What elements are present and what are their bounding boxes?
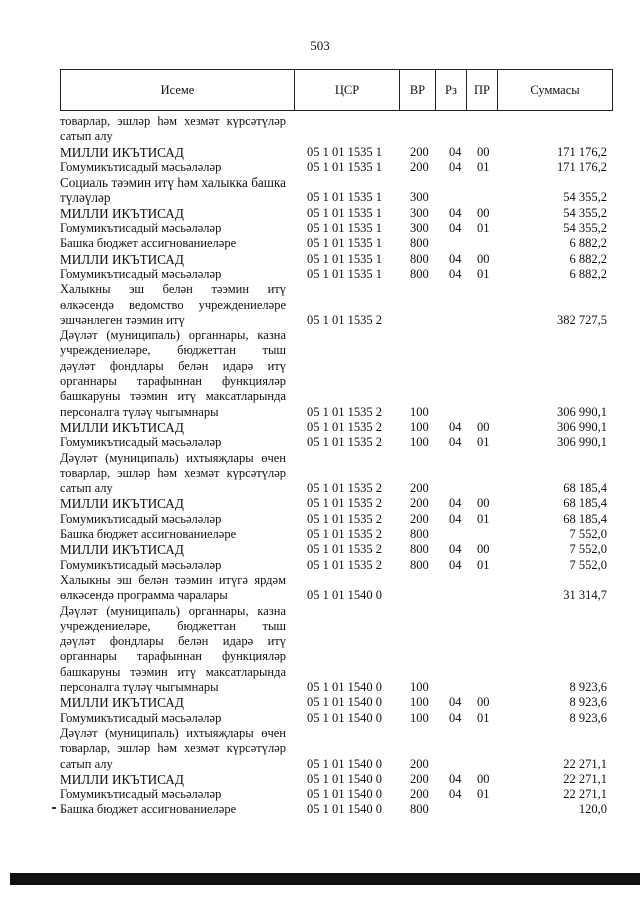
row-name-line: сатып алу bbox=[60, 129, 113, 144]
row-sum: 22 271,1 bbox=[563, 771, 607, 786]
row-name bbox=[60, 114, 286, 145]
row-csr: 05 1 01 1540 0 bbox=[307, 802, 382, 817]
row-name-line: персоналга түләү чыгымнары bbox=[60, 404, 219, 419]
row-vr: 100 bbox=[410, 435, 429, 450]
row-sum: 6 882,2 bbox=[569, 236, 607, 251]
row-csr: 05 1 01 1540 0 bbox=[307, 680, 382, 695]
scan-bottom-bar bbox=[10, 873, 640, 885]
row-pr: 00 bbox=[477, 144, 490, 159]
row-csr: 05 1 01 1540 0 bbox=[307, 771, 382, 786]
table-row bbox=[0, 787, 640, 802]
table-row bbox=[0, 145, 640, 160]
row-pr: 01 bbox=[477, 435, 490, 450]
row-name bbox=[60, 711, 286, 726]
row-name-line: Башка бюджет ассигнованиеләре bbox=[60, 527, 237, 542]
row-csr: 05 1 01 1535 2 bbox=[307, 312, 382, 327]
row-csr: 05 1 01 1540 0 bbox=[307, 710, 382, 725]
table-row bbox=[0, 206, 640, 221]
row-name-line: персоналга түләү чыгымнары bbox=[60, 680, 219, 694]
row-name-line: дәүләт фондлары белән идарә итү bbox=[60, 358, 286, 373]
row-sum: 68 185,4 bbox=[563, 496, 607, 511]
row-pr: 00 bbox=[477, 251, 490, 266]
row-name-line: башкаруны тәэмин итү максатларында bbox=[60, 664, 286, 679]
row-sum: 8 923,6 bbox=[569, 710, 607, 725]
row-pr: 00 bbox=[477, 496, 490, 511]
table-row bbox=[0, 573, 640, 604]
column-header-sum: Суммасы bbox=[530, 82, 580, 97]
table-header bbox=[60, 69, 613, 111]
table-row bbox=[0, 711, 640, 726]
row-pr: 00 bbox=[477, 419, 490, 434]
row-csr: 05 1 01 1540 0 bbox=[307, 695, 382, 710]
page-number: 503 bbox=[310, 38, 330, 53]
row-vr: 300 bbox=[410, 205, 429, 220]
row-sum: 306 990,1 bbox=[557, 435, 607, 450]
column-header-pr: ПР bbox=[467, 70, 498, 110]
row-pr: 01 bbox=[477, 266, 490, 281]
row-name-line: өлкәсендә ведомство учреждениеләре bbox=[60, 297, 286, 312]
row-name-line: органнары тарафыннан функцияләр bbox=[60, 374, 286, 389]
table-row bbox=[0, 267, 640, 282]
row-name-line: МИЛЛИ ИКЪТИСАД bbox=[60, 251, 184, 267]
row-name-line: Дәүләт (муниципаль) ихтыяҗлары өчен bbox=[60, 725, 286, 740]
row-vr: 100 bbox=[410, 695, 429, 710]
row-sum: 382 727,5 bbox=[557, 312, 607, 327]
row-sum: 68 185,4 bbox=[563, 481, 607, 496]
table-row bbox=[0, 420, 640, 435]
table-row bbox=[0, 114, 640, 145]
table-row bbox=[0, 435, 640, 450]
row-name bbox=[60, 787, 286, 802]
row-name-line: Социаль тәэмин итү һәм халыкка башка bbox=[60, 175, 286, 191]
row-sum: 22 271,1 bbox=[563, 787, 607, 802]
row-name-line: органнары тарафыннан функцияләр bbox=[60, 649, 286, 664]
row-name-line: түләүләр bbox=[60, 190, 111, 206]
row-pr: 01 bbox=[477, 159, 490, 174]
row-vr: 200 bbox=[410, 756, 429, 771]
row-vr: 800 bbox=[410, 557, 429, 572]
row-name bbox=[60, 726, 286, 772]
row-vr: 200 bbox=[410, 159, 429, 174]
row-vr: 100 bbox=[410, 404, 429, 419]
row-name bbox=[60, 558, 286, 573]
row-vr: 100 bbox=[410, 419, 429, 434]
row-name bbox=[60, 542, 286, 557]
row-name bbox=[60, 267, 286, 282]
row-name-line: МИЛЛИ ИКЪТИСАД bbox=[60, 496, 184, 512]
row-rz: 04 bbox=[449, 787, 462, 802]
row-name bbox=[60, 175, 286, 206]
row-name bbox=[60, 252, 286, 267]
row-csr: 05 1 01 1535 1 bbox=[307, 144, 382, 159]
row-name bbox=[60, 282, 286, 328]
row-name-line: МИЛЛИ ИКЪТИСАД bbox=[60, 542, 184, 558]
row-rz: 04 bbox=[449, 266, 462, 281]
row-pr: 01 bbox=[477, 221, 490, 236]
row-vr: 300 bbox=[410, 190, 429, 205]
row-sum: 8 923,6 bbox=[569, 695, 607, 710]
row-vr: 800 bbox=[410, 542, 429, 557]
row-name-line: товарлар, эшләр һәм хезмәт күрсәтүләр bbox=[60, 465, 286, 480]
row-name bbox=[60, 221, 286, 236]
row-name bbox=[60, 206, 286, 221]
row-name-line: МИЛЛИ ИКЪТИСАД bbox=[60, 205, 184, 221]
row-vr: 800 bbox=[410, 236, 429, 251]
row-csr: 05 1 01 1535 2 bbox=[307, 542, 382, 557]
row-csr: 05 1 01 1535 2 bbox=[307, 481, 382, 496]
row-vr: 800 bbox=[410, 251, 429, 266]
row-name-line: Халыкны эш белән тәэмин итүгә ярдәм bbox=[60, 572, 286, 587]
row-pr: 00 bbox=[477, 771, 490, 786]
row-sum: 8 923,6 bbox=[569, 680, 607, 695]
row-csr: 05 1 01 1535 2 bbox=[307, 527, 382, 542]
row-csr: 05 1 01 1535 1 bbox=[307, 221, 382, 236]
row-csr: 05 1 01 1535 2 bbox=[307, 557, 382, 572]
column-header-name: Исеме bbox=[61, 70, 295, 110]
row-name-line: Гомумикътисадый мәсьәләләр bbox=[60, 159, 222, 174]
row-rz: 04 bbox=[449, 205, 462, 220]
row-name-line: Гомумикътисадый мәсьәләләр bbox=[60, 557, 222, 572]
row-name-line: Башка бюджет ассигнованиеләре bbox=[60, 236, 237, 251]
row-name-line: Гомумикътисадый мәсьәләләр bbox=[60, 710, 222, 725]
row-csr: 05 1 01 1535 1 bbox=[307, 236, 382, 251]
row-sum: 68 185,4 bbox=[563, 511, 607, 526]
row-csr: 05 1 01 1535 1 bbox=[307, 251, 382, 266]
row-csr: 05 1 01 1535 1 bbox=[307, 266, 382, 281]
row-name-line: МИЛЛИ ИКЪТИСАД bbox=[60, 771, 184, 787]
row-csr: 05 1 01 1535 1 bbox=[307, 190, 382, 205]
row-name bbox=[60, 772, 286, 787]
row-csr: 05 1 01 1535 2 bbox=[307, 435, 382, 450]
table-row bbox=[0, 451, 640, 497]
row-sum: 31 314,7 bbox=[563, 588, 607, 603]
row-name-line: товарлар, эшләр һәм хезмәт күрсәтүләр bbox=[60, 741, 286, 756]
table-row bbox=[0, 542, 640, 557]
row-csr: 05 1 01 1535 2 bbox=[307, 496, 382, 511]
row-name-line: Дәүләт (муниципаль) органнары, казна bbox=[60, 328, 286, 343]
row-name bbox=[60, 435, 286, 450]
row-name-line: учреждениеләре, бюджеттан тыш bbox=[60, 343, 286, 358]
table-row bbox=[0, 802, 640, 817]
row-rz: 04 bbox=[449, 144, 462, 159]
row-name-line: сатып алу bbox=[60, 756, 113, 771]
row-name-line: МИЛЛИ ИКЪТИСАД bbox=[60, 144, 184, 160]
row-rz: 04 bbox=[449, 435, 462, 450]
row-name-line: Гомумикътисадый мәсьәләләр bbox=[60, 221, 222, 236]
row-rz: 04 bbox=[449, 511, 462, 526]
row-name bbox=[60, 604, 286, 696]
row-csr: 05 1 01 1535 1 bbox=[307, 205, 382, 220]
row-name bbox=[60, 496, 286, 511]
row-rz: 04 bbox=[449, 771, 462, 786]
row-name-line: учреждениеләре, бюджеттан тыш bbox=[60, 618, 286, 633]
row-sum: 120,0 bbox=[578, 802, 607, 817]
row-name-line: эшчәнлеген тәэмин итү bbox=[60, 312, 185, 327]
row-csr: 05 1 01 1535 2 bbox=[307, 419, 382, 434]
column-header-csr: ЦСР bbox=[295, 70, 400, 110]
row-sum: 7 552,0 bbox=[569, 527, 607, 542]
row-pr: 00 bbox=[477, 695, 490, 710]
row-name-line: Гомумикътисадый мәсьәләләр bbox=[60, 435, 222, 450]
row-name bbox=[60, 160, 286, 175]
row-rz: 04 bbox=[449, 159, 462, 174]
row-name-line: дәүләт фондлары белән идарә итү bbox=[60, 634, 286, 649]
row-name-line: Башка бюджет ассигнованиеләре bbox=[60, 802, 237, 817]
table-row bbox=[0, 496, 640, 511]
row-pr: 01 bbox=[477, 710, 490, 725]
row-rz: 04 bbox=[449, 419, 462, 434]
row-pr: 01 bbox=[477, 511, 490, 526]
row-vr: 800 bbox=[410, 266, 429, 281]
row-csr: 05 1 01 1540 0 bbox=[307, 787, 382, 802]
row-pr: 00 bbox=[477, 542, 490, 557]
row-vr: 200 bbox=[410, 511, 429, 526]
table-row bbox=[0, 558, 640, 573]
row-sum: 22 271,1 bbox=[563, 756, 607, 771]
row-name bbox=[60, 328, 286, 420]
table-body bbox=[0, 114, 640, 818]
table-row bbox=[0, 772, 640, 787]
row-name-line: Дәүләт (муниципаль) ихтыяҗлары өчен bbox=[60, 450, 286, 465]
row-name-line: МИЛЛИ ИКЪТИСАД bbox=[60, 419, 184, 435]
row-name bbox=[60, 802, 286, 817]
row-rz: 04 bbox=[449, 542, 462, 557]
row-vr: 200 bbox=[410, 787, 429, 802]
row-vr: 100 bbox=[410, 710, 429, 725]
row-vr: 100 bbox=[410, 680, 429, 695]
row-sum: 54 355,2 bbox=[563, 221, 607, 236]
row-vr: 200 bbox=[410, 771, 429, 786]
row-csr: 05 1 01 1535 1 bbox=[307, 159, 382, 174]
row-rz: 04 bbox=[449, 251, 462, 266]
table-row bbox=[0, 236, 640, 251]
table-row bbox=[0, 512, 640, 527]
row-vr: 800 bbox=[410, 527, 429, 542]
margin-mark bbox=[52, 807, 56, 809]
row-csr: 05 1 01 1540 0 bbox=[307, 756, 382, 771]
row-vr: 200 bbox=[410, 144, 429, 159]
row-sum: 7 552,0 bbox=[569, 542, 607, 557]
row-sum: 306 990,1 bbox=[557, 419, 607, 434]
row-rz: 04 bbox=[449, 221, 462, 236]
row-name bbox=[60, 145, 286, 160]
column-header-vr: ВР bbox=[400, 70, 436, 110]
row-name-line: Гомумикътисадый мәсьәләләр bbox=[60, 511, 222, 526]
row-name bbox=[60, 236, 286, 251]
table-row bbox=[0, 175, 640, 206]
table-row bbox=[0, 527, 640, 542]
row-name bbox=[60, 451, 286, 497]
row-name-line: өлкәсендә программа чаралары bbox=[60, 588, 228, 603]
row-sum: 306 990,1 bbox=[557, 404, 607, 419]
row-name-line: Халыкны эш белән тәэмин итү bbox=[60, 282, 286, 297]
column-header-rz: Рз bbox=[436, 70, 467, 110]
row-sum: 54 355,2 bbox=[563, 190, 607, 205]
row-vr: 200 bbox=[410, 496, 429, 511]
row-pr: 01 bbox=[477, 557, 490, 572]
row-sum: 7 552,0 bbox=[569, 557, 607, 572]
row-rz: 04 bbox=[449, 557, 462, 572]
table-row bbox=[0, 726, 640, 772]
table-row bbox=[0, 604, 640, 696]
row-pr: 00 bbox=[477, 205, 490, 220]
row-name-line: товарлар, эшләр һәм хезмәт күрсәтүләр bbox=[60, 114, 286, 128]
row-name-line: Гомумикътисадый мәсьәләләр bbox=[60, 787, 222, 802]
row-name bbox=[60, 573, 286, 604]
row-csr: 05 1 01 1540 0 bbox=[307, 588, 382, 603]
table-row bbox=[0, 160, 640, 175]
row-sum: 54 355,2 bbox=[563, 205, 607, 220]
row-name bbox=[60, 695, 286, 710]
row-sum: 171 176,2 bbox=[557, 144, 607, 159]
table-row bbox=[0, 282, 640, 328]
row-vr: 200 bbox=[410, 481, 429, 496]
row-vr: 300 bbox=[410, 221, 429, 236]
row-sum: 6 882,2 bbox=[569, 251, 607, 266]
row-name-line: башкаруны тәэмин итү максатларында bbox=[60, 389, 286, 404]
row-name-line: Дәүләт (муниципаль) органнары, казна bbox=[60, 603, 286, 618]
row-name bbox=[60, 512, 286, 527]
row-sum: 171 176,2 bbox=[557, 159, 607, 174]
table-row bbox=[0, 695, 640, 710]
row-name bbox=[60, 420, 286, 435]
row-sum: 6 882,2 bbox=[569, 266, 607, 281]
table-row bbox=[0, 252, 640, 267]
row-name bbox=[60, 527, 286, 542]
row-rz: 04 bbox=[449, 695, 462, 710]
row-rz: 04 bbox=[449, 496, 462, 511]
table-row bbox=[0, 221, 640, 236]
row-name-line: сатып алу bbox=[60, 481, 113, 496]
row-rz: 04 bbox=[449, 710, 462, 725]
table-row bbox=[0, 328, 640, 420]
row-csr: 05 1 01 1535 2 bbox=[307, 511, 382, 526]
row-name-line: Гомумикътисадый мәсьәләләр bbox=[60, 266, 222, 281]
row-pr: 01 bbox=[477, 787, 490, 802]
row-csr: 05 1 01 1535 2 bbox=[307, 404, 382, 419]
row-vr: 800 bbox=[410, 802, 429, 817]
row-name-line: МИЛЛИ ИКЪТИСАД bbox=[60, 695, 184, 711]
